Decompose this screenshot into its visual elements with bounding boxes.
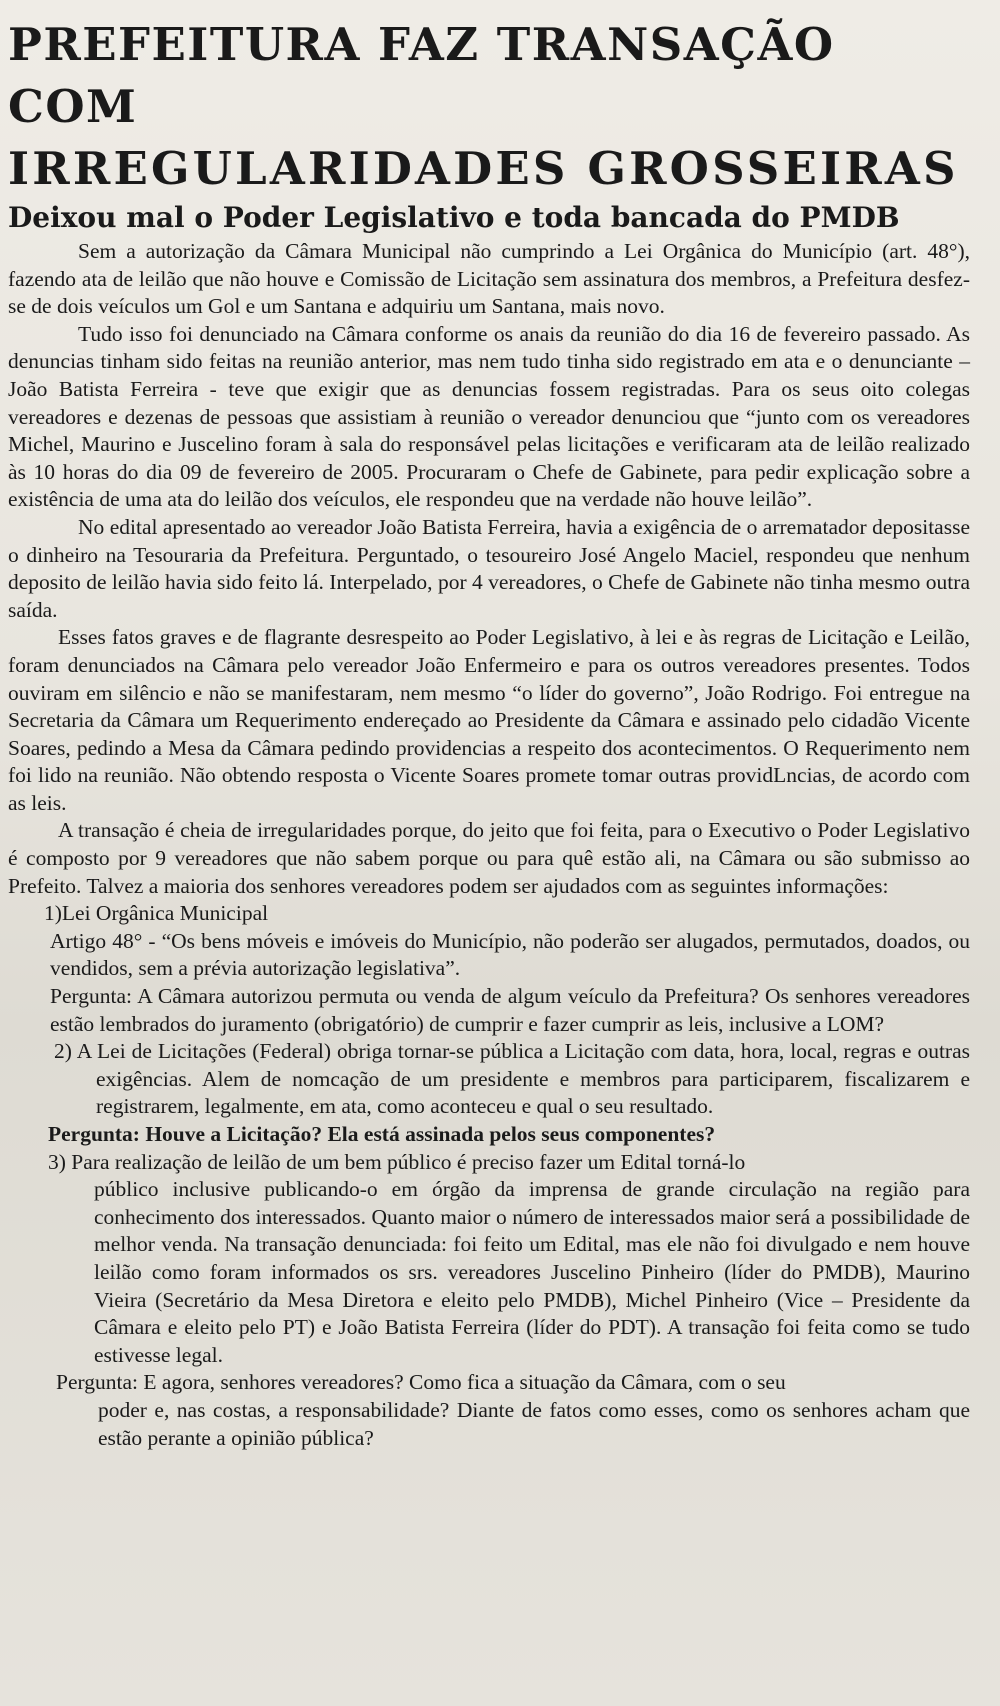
headline (8, 14, 970, 200)
list-item-2-question: Pergunta: Houve a Licitação? Ela está assinada pelos seus componentes? (48, 1122, 716, 1146)
paragraph-2: Tudo isso foi denunciado na Câmara conforme os anais da reunião do dia 16 de fevereiro passado. As denuncias tinham sido feitas na reunião anterior, mas nem tudo tinha sido registrado em ata e o denunciante – João Batista Ferreira - teve que exigir que as denuncias fossem registradas. Para os seus oito colegas vereadores e dezenas de pessoas que assistiam à reunião o vereador denunciou que “junto com os vereadores Michel, Maurino e Juscelino foram à sala do responsável pelas licitações e verificaram ata de leilão realizado às 10 horas do dia 09 de fevereiro de 2005. Procuraram o Chefe de Gabinete, para pedir explicação sobre a existência de uma ata do leilão dos veículos, ele respondeu que na verdade não houve leilão”. (8, 321, 970, 512)
final-question (8, 1369, 970, 1452)
list-item-3-lead: 3) Para realização de leilão de um bem público é preciso fazer um Edital torná-lo (48, 1149, 746, 1174)
list-item-1-article: Artigo 48° - “Os bens móveis e imóveis do Município, não poderão ser alugados, permutados, doados, ou vendidos, sem a prévia autorização legislativa”. (50, 928, 970, 981)
list-item-3-continuation: público inclusive publicando-o em órgão da imprensa de grande circulação na região para conhecimento dos interessados. Quanto maior o número de interessados maior será a possibilidade de melhor venda. Na transação denunciada: foi feito um Edital, mas ele não foi divulgado e nem houve leilão como foram informados os srs. vereadores Juscelino Pinheiro (líder do PMDB), Maurino Vieira (Secretário da Mesa Diretora e eleito pelo PMDB), Michel Pinheiro (Vice – Presidente da Câmara e eleito pelo PT) e João Batista Ferreira (líder do PDT). A transação foi feita como se tudo estivesse legal. (94, 1177, 970, 1367)
list-item-1-title: 1)Lei Orgânica Municipal (44, 901, 269, 926)
article-body (8, 238, 970, 900)
list-item-2: 2) A Lei de Licitações (Federal) obriga tornar-se pública a Licitação com data, hora, local, regras e outras exigências. Alem de nomcação de um presidente e membros para participarem, fiscalizarem e registrarem, legalmente, em ata, como aconteceu e qual o seu resultado. (54, 1039, 970, 1119)
final-question-continuation: poder e, nas costas, a responsabilidade? Diante de fatos como esses, como os senhores acham que estão perante a opinião pública? (98, 1397, 970, 1450)
paragraph-4: Esses fatos graves e de flagrante desrespeito ao Poder Legislativo, à lei e às regras de Licitação e Leilão, foram denunciados na Câmara pelo vereador João Enfermeiro e para os outros vereadores presentes. Todos ouviram em silêncio e não se manifestaram, nem mesmo “o líder do governo”, João Rodrigo. Foi entregue na Secretaria da Câmara um Requerimento endereçado ao Presidente da Câmara e assinado pelo cidadão Vicente Soares, pedindo a Mesa da Câmara pedindo providencias a respeito dos acontecimentos. O Requerimento nem foi lido na reunião. Não obtendo resposta o Vicente Soares promete tomar outras providLncias, de acordo com as leis. (8, 625, 970, 815)
subheadline: Deixou mal o Poder Legislativo e toda bancada do PMDB (8, 201, 900, 234)
paragraph-1: Sem a autorização da Câmara Municipal não cumprindo a Lei Orgânica do Município (art. 48°), fazendo ata de leilão que não houve e Comissão de Licitação sem assinatura dos membros, a Prefeitura desfez-se de dois veículos um Gol e um Santana e adquiriu um Santana, mais novo. (8, 239, 970, 319)
headline-line-1: PREFEITURA FAZ TRANSAÇÃO COM (8, 18, 835, 133)
paragraph-5: A transação é cheia de irregularidades porque, do jeito que foi feita, para o Executivo o Poder Legislativo é composto por 9 vereadores que não sabem porque ou para quê estão ali, na Câmara ou são submisso ao Prefeito. Talvez a maioria dos senhores vereadores podem ser ajudados com as seguintes informações: (8, 818, 970, 898)
headline-line-2: IRREGULARIDADES GROSSEIRAS (8, 142, 959, 195)
info-list (8, 900, 970, 1121)
list-item-1-question: Pergunta: A Câmara autorizou permuta ou venda de algum veículo da Prefeitura? Os senhores vereadores estão lembrados do juramento (obrigatório) de cumprir e fazer cumprir as leis, inclusive a LOM? (50, 984, 970, 1036)
final-question-lead: Pergunta: E agora, senhores vereadores? Como fica a situação da Câmara, com o seu (56, 1370, 786, 1395)
list-item-3 (8, 1149, 970, 1370)
paragraph-3: No edital apresentado ao vereador João Batista Ferreira, havia a exigência de o arrematador depositasse o dinheiro na Tesouraria da Prefeitura. Perguntado, o tesoureiro José Angelo Maciel, respondeu que nenhum deposito de leilão havia sido feito lá. Interpelado, por 4 vereadores, o Chefe de Gabinete não tinha mesmo outra saída. (8, 514, 970, 622)
